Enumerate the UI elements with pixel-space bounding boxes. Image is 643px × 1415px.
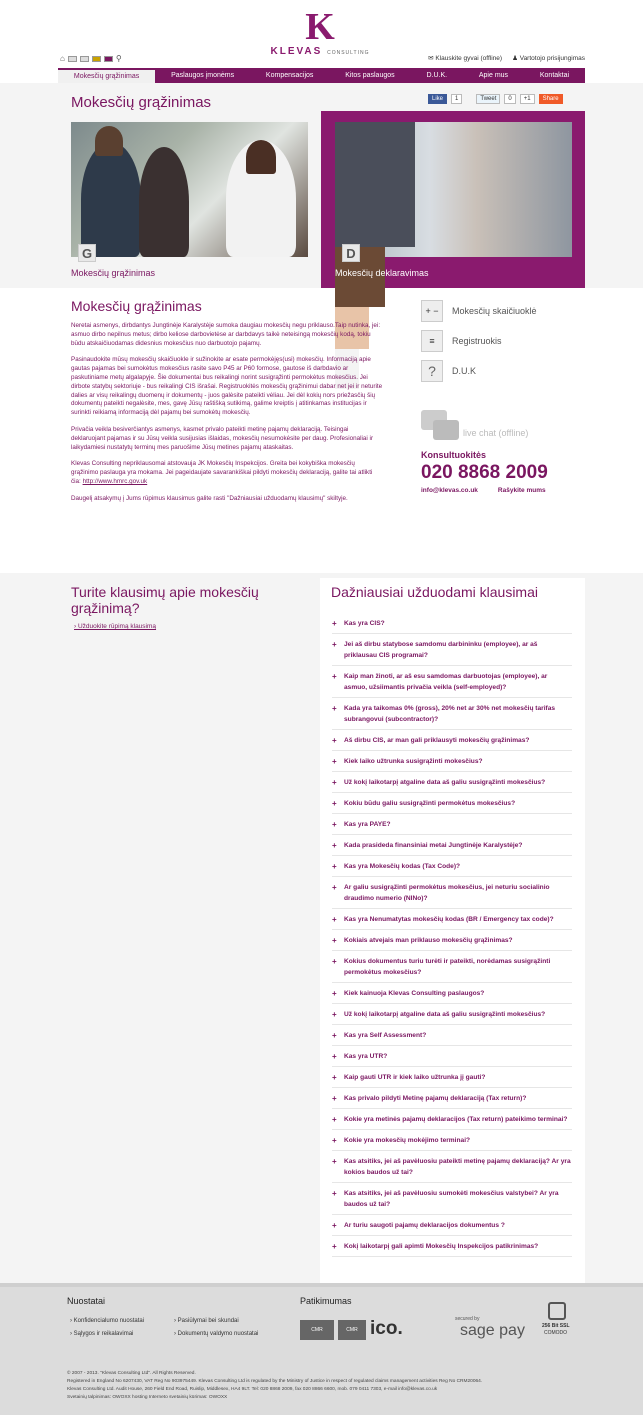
sagepay-logo: sage pay bbox=[460, 1322, 525, 1339]
flag-en-icon[interactable] bbox=[68, 56, 77, 62]
faq-item[interactable] bbox=[332, 666, 572, 698]
faq-item[interactable] bbox=[332, 909, 572, 930]
address-line: Klevas Consulting Ltd. Audit House, 260 Field End Road, Ruislip, Middlesex, HA4 9LT. Tel: 020 8868 2009, fax 020 8866 6600, mob. 079 0411 7303, e-mail info@klevas.co.uk bbox=[67, 1387, 438, 1392]
faq-item[interactable] bbox=[332, 634, 572, 666]
plus-icon: + bbox=[332, 1189, 337, 1198]
footer-link[interactable]: › Sąlygos ir reikalavimai bbox=[70, 1331, 134, 1337]
live-chat-widget[interactable] bbox=[421, 410, 528, 442]
plus-icon: + bbox=[332, 736, 337, 745]
sidebar-item-faq[interactable] bbox=[421, 360, 591, 382]
faq-item[interactable] bbox=[332, 1183, 572, 1215]
faq-item[interactable] bbox=[332, 814, 572, 835]
plus-icon: + bbox=[332, 1157, 337, 1166]
faq-question: Kiek laiko užtrunka susigrąžinti mokesčius? bbox=[344, 758, 483, 765]
feature-photo-declaration[interactable] bbox=[335, 122, 572, 261]
faq-item[interactable] bbox=[332, 793, 572, 814]
live-chat-link[interactable] bbox=[428, 54, 502, 62]
faq-item[interactable] bbox=[332, 1046, 572, 1067]
paragraph-text: Klevas Consulting nepriklausomai atstovauja JK Mokesčių Inspekcijos. Greita bei kokybiška mokesčių grąžinimo paslauga yra mokama. Jei pageidaujate savarankiškai pildyti mokesčių deklaraciją, galite tai atlikti čia: bbox=[71, 460, 373, 485]
gplus-button[interactable]: +1 bbox=[520, 94, 535, 104]
tweet-button[interactable]: Tweet bbox=[476, 94, 500, 104]
faq-question: Kas yra Mokesčių kodas (Tax Code)? bbox=[344, 863, 461, 870]
paragraph: Privačia veikla besiverčiantys asmenys, kasmet privalo pateikti metinę pajamų deklaraciją. Teisingai deklaruojant pajamas ir su Jūsų veikla susijusias išlaidas, mokesčių nesumokėsite per daug. Profesionaliai ir laikydamiesi nustatytų terminų mes paruošime Jūsų metines pajamų ataskaitas. bbox=[71, 425, 374, 451]
questions-title: Turite klausimų apie mokesčių grąžinimą? bbox=[71, 584, 259, 616]
plus-icon: + bbox=[332, 640, 337, 649]
faq-question: Kas yra CIS? bbox=[344, 620, 385, 627]
faq-item[interactable] bbox=[332, 951, 572, 983]
main-nav bbox=[58, 68, 585, 83]
flag-pl-icon[interactable] bbox=[104, 56, 113, 62]
comodo-label: COMODO bbox=[544, 1330, 568, 1336]
nav-item-about[interactable]: Apie mus bbox=[478, 72, 509, 79]
faq-item[interactable] bbox=[332, 1025, 572, 1046]
registration-line: Registered in England No 6207430, VAT Reg No 903975449. Klevas Consulting Ltd is regulated by the Ministry of Justice in respect of regulated claims management activities Reg No CRM20064. bbox=[67, 1379, 483, 1384]
lock-icon bbox=[548, 1302, 566, 1320]
footer-nuostatai-title: Nuostatai bbox=[67, 1296, 106, 1306]
nav-item-contacts[interactable]: Kontaktai bbox=[539, 72, 570, 79]
paragraph bbox=[71, 460, 383, 486]
question-icon: ? bbox=[421, 360, 443, 382]
nav-item-tax-refund[interactable]: Mokesčių grąžinimas bbox=[58, 68, 155, 83]
feature-caption-declaration[interactable]: Mokesčių deklaravimas bbox=[335, 268, 429, 278]
sidebar-item-label: D.U.K bbox=[452, 366, 477, 376]
faq-question: Kas atsitiks, jei aš pavėluosiu pateikti metinę pajamų deklaraciją? Ar yra kokios baudos už tai? bbox=[344, 1158, 571, 1176]
faq-item[interactable] bbox=[332, 1067, 572, 1088]
chat-bubble-icon bbox=[421, 410, 459, 442]
faq-question: Kas atsitiks, jei aš pavėluosiu sumokėti mokesčius valstybei? Ar yra baudos už tai? bbox=[344, 1190, 559, 1208]
email-link[interactable]: info@klevas.co.uk bbox=[421, 487, 478, 494]
plus-icon: + bbox=[332, 1031, 337, 1040]
like-count: 1 bbox=[451, 94, 462, 104]
plus-icon: + bbox=[332, 989, 337, 998]
plus-icon: + bbox=[332, 778, 337, 787]
faq-question: Už kokį laikotarpį atgaline data aš galiu susigrąžinti mokesčius? bbox=[344, 779, 546, 786]
faq-item[interactable] bbox=[332, 613, 572, 634]
nav-item-business[interactable]: Paslaugos įmonėms bbox=[171, 72, 235, 79]
faq-item[interactable] bbox=[332, 698, 572, 730]
plus-icon: + bbox=[332, 820, 337, 829]
faq-item[interactable] bbox=[332, 930, 572, 951]
regulator-logo: CMR bbox=[300, 1320, 334, 1340]
sidebar-item-calculator[interactable] bbox=[421, 300, 591, 322]
faq-list bbox=[332, 613, 572, 1257]
ico-logo: ico. bbox=[370, 1318, 403, 1339]
ask-question-label: Užduokite rūpimą klausimą bbox=[77, 623, 157, 630]
faq-item[interactable] bbox=[332, 1130, 572, 1151]
ssl-label: 256 Bit SSL bbox=[542, 1323, 570, 1329]
plus-icon: + bbox=[332, 799, 337, 808]
faq-item[interactable] bbox=[332, 835, 572, 856]
faq-question: Kokį laikotarpį gali apimti Mokesčių Inspekcijos patikrinimas? bbox=[344, 1243, 539, 1250]
language-bar bbox=[60, 54, 122, 63]
badge-g: G bbox=[78, 244, 96, 262]
sidebar-item-label: Mokesčių skaičiuoklė bbox=[452, 306, 537, 316]
social-buttons bbox=[428, 94, 563, 104]
faq-question: Kokiais atvejais man priklauso mokesčių grąžinimas? bbox=[344, 937, 513, 944]
footer-link-label: Dokumentų valdymo nuostatai bbox=[177, 1331, 259, 1337]
faq-question: Jei aš dirbu statybose samdomu darbininku (employee), ar aš priklausau CIS programai? bbox=[344, 641, 538, 659]
plus-icon: + bbox=[332, 672, 337, 681]
plus-icon: + bbox=[332, 1115, 337, 1124]
faq-item[interactable] bbox=[332, 730, 572, 751]
faq-question: Aš dirbu CIS, ar man gali priklausyti mokesčių grąžinimas? bbox=[344, 737, 530, 744]
faq-question: Kaip man žinoti, ar aš esu samdomas darbuotojas (employee), ar asmuo, užsiimantis privačia veikla (self-employed)? bbox=[344, 673, 548, 691]
login-link-label: Vartotojo prisijungimas bbox=[519, 55, 585, 62]
faq-question: Kada prasideda finansiniai metai Jungtinėje Karalystėje? bbox=[344, 842, 523, 849]
plus-icon: + bbox=[332, 619, 337, 628]
header bbox=[0, 0, 643, 90]
faq-item[interactable] bbox=[332, 751, 572, 772]
faq-question: Kas yra Nenumatytas mokesčių kodas (BR / Emergency tax code)? bbox=[344, 916, 554, 923]
footer-link[interactable]: › Pasiūlymai bei skundai bbox=[174, 1318, 239, 1324]
footer-link-label: Pasiūlymai bei skundai bbox=[177, 1318, 239, 1324]
faq-item[interactable] bbox=[332, 1088, 572, 1109]
chat-icon: ✉ bbox=[428, 55, 436, 62]
write-us-link[interactable]: Rašykite mums bbox=[497, 487, 546, 494]
faq-question: Kas privalo pildyti Metinę pajamų deklaraciją (Tax return)? bbox=[344, 1095, 527, 1102]
home-icon[interactable]: ⌂ bbox=[60, 54, 65, 63]
footer-link-label: Konfidencialumo nuostatai bbox=[73, 1318, 145, 1324]
top-links bbox=[428, 54, 585, 62]
flag-ru-icon[interactable] bbox=[92, 56, 101, 62]
contact-links bbox=[421, 487, 546, 494]
facebook-like-button[interactable]: Like bbox=[428, 94, 447, 104]
faq-item[interactable] bbox=[332, 772, 572, 793]
footer-link[interactable]: › Konfidencialumo nuostatai bbox=[70, 1318, 145, 1324]
footer-trust-title: Patikimumas bbox=[300, 1296, 352, 1306]
user-icon: ♟ bbox=[512, 55, 520, 62]
regulator-logo: CMR bbox=[338, 1320, 366, 1340]
live-chat-status: live chat (offline) bbox=[463, 428, 529, 438]
calculator-icon: + − bbox=[421, 300, 443, 322]
faq-question: Kas yra UTR? bbox=[344, 1053, 388, 1060]
faq-question: Ar galiu susigrąžinti permokėtus mokesčius, jei neturiu socialinio draudimo numerio (NINo)? bbox=[344, 884, 550, 902]
plus-icon: + bbox=[332, 915, 337, 924]
footer-link[interactable]: › Dokumentų valdymo nuostatai bbox=[174, 1331, 259, 1337]
nav-item-other[interactable]: Kitos paslaugos bbox=[345, 72, 395, 79]
logo-mark: K bbox=[305, 6, 335, 48]
plus-icon: + bbox=[332, 1094, 337, 1103]
faq-question: Kaip gauti UTR ir kiek laiko užtrunka jį gauti? bbox=[344, 1074, 486, 1081]
plus-icon: + bbox=[332, 841, 337, 850]
sidebar-item-label: Registruokis bbox=[452, 336, 502, 346]
badge-d: D bbox=[342, 244, 360, 262]
plus-icon: + bbox=[332, 936, 337, 945]
tweet-count: 0 bbox=[504, 94, 515, 104]
faq-title: Dažniausiai užduodami klausimai bbox=[331, 584, 538, 600]
faq-question: Kokius dokumentus turiu turėti ir pateikti, norėdamas susigrąžinti permokėtus mokesčius? bbox=[344, 958, 551, 976]
paragraph: Daugelį atsakymų į Jums rūpimus klausimus galite rasti "Dažniausiai užduodamų klausimų" skiltyje. bbox=[71, 494, 348, 502]
logo-name: KLEVAS bbox=[270, 46, 323, 57]
paragraph: Neretai asmenys, dirbdantys Jungtinėje Karalystėje sumoka daugiau mokesčių negu priklauso.Taip nutinka, jei: asmuo dirbo nepilnus metus; dirbo keliose darbovietėse ar darbdavys taikė neteisingą mokesčių kodą, tokiu būdu atskaičiuodamas didesnius mokesčius nuo darbuotojo pajamų. bbox=[71, 322, 381, 347]
footer-link-label: Sąlygos ir reikalavimai bbox=[73, 1331, 134, 1337]
content-text bbox=[71, 322, 383, 512]
faq-item[interactable] bbox=[332, 1151, 572, 1183]
ask-question-link[interactable]: › Užduokite rūpimą klausimą bbox=[74, 623, 157, 630]
paragraph: Pasinaudokite mūsų mokesčių skaičiuokle ir sužinokite ar esate permokėjęs(usi) mokesčių. Informaciją apie gautas pajamas bei sumokėtus mokesčius rasite savo P45 ar P60 formose, gautose iš darbdavio ar paskutiniame metų algalapyje. Šie dokumentai bus reikalingi norint susigrąžinti permokėtus mokesčius. Jei dirbote statybų sektoriuje - bus reikalingi CIS išrašai. Registruokitės mokesčių grąžinimui dabar net jei ir neturite dalies ar visų reikalingų duomenų ir dokumentų - juos galėsite pateikti vėliau. Jei dėl kokių nors priežasčių šių dokumentų pateikti negalėsite, mes, gavę Jūsų raštišką sutikimą, galime kreiptis į atitinkamas institucijas ir surinkti reikiamą informaciją dėl pajamų bei sumokėtų mokesčių. bbox=[71, 356, 383, 417]
plus-icon: + bbox=[332, 883, 337, 892]
faq-item[interactable] bbox=[332, 983, 572, 1004]
sagepay-tagline: secured by bbox=[455, 1316, 480, 1322]
faq-question: Kas yra PAYE? bbox=[344, 821, 391, 828]
logo[interactable] bbox=[270, 8, 370, 64]
plus-icon: + bbox=[332, 1221, 337, 1230]
faq-item[interactable] bbox=[332, 1004, 572, 1025]
feature-photo-refund[interactable] bbox=[71, 122, 308, 261]
plus-icon: + bbox=[332, 957, 337, 966]
plus-icon: + bbox=[332, 1136, 337, 1145]
credits-line: Svetainių talpinimas: OWOXX hosting Interneto svetainių kūrimas: OWOXX bbox=[67, 1395, 228, 1400]
copyright bbox=[67, 1370, 587, 1402]
phone-number: 020 8868 2009 bbox=[421, 462, 548, 483]
login-link[interactable] bbox=[512, 54, 585, 62]
flag-lt-icon[interactable] bbox=[80, 56, 89, 62]
plus-icon: + bbox=[332, 1242, 337, 1251]
sidebar bbox=[421, 300, 591, 390]
plus-icon: + bbox=[332, 1010, 337, 1019]
faq-question: Kokiu būdu galiu susigrąžinti permokėtus mokesčius? bbox=[344, 800, 516, 807]
page-title: Mokesčių grąžinimas bbox=[71, 94, 212, 111]
copyright-line: © 2007 - 2013. "Klevas Consulting Ltd". All Rights Reserved. bbox=[67, 1371, 196, 1376]
share-button[interactable]: Share bbox=[539, 94, 563, 104]
faq-item[interactable] bbox=[332, 1215, 572, 1236]
plus-icon: + bbox=[332, 757, 337, 766]
consult-label: Konsultuokitės bbox=[421, 450, 487, 460]
sidebar-item-register[interactable] bbox=[421, 330, 591, 352]
hmrc-link[interactable]: http://www.hmrc.gov.uk bbox=[82, 477, 148, 485]
plus-icon: + bbox=[332, 704, 337, 713]
faq-item[interactable] bbox=[332, 877, 572, 909]
nav-item-faq[interactable]: D.U.K. bbox=[426, 72, 448, 79]
faq-question: Kada yra taikomas 0% (gross), 20% net ar 30% net mokesčių tarifas subrangovui (subcontractor)? bbox=[344, 705, 556, 723]
logo-sub: CONSULTING bbox=[327, 50, 370, 56]
faq-question: Kiek kainuoja Klevas Consulting paslaugos? bbox=[344, 990, 485, 997]
faq-question: Už kokį laikotarpį atgaline data aš galiu susigrąžinti mokesčius? bbox=[344, 1011, 546, 1018]
register-icon: ≡ bbox=[421, 330, 443, 352]
feature-caption-refund[interactable]: Mokesčių grąžinimas bbox=[71, 268, 156, 278]
faq-item[interactable] bbox=[332, 1236, 572, 1257]
plus-icon: + bbox=[332, 1052, 337, 1061]
content-title: Mokesčių grąžinimas bbox=[71, 298, 202, 314]
faq-question: Kas yra Self Assessment? bbox=[344, 1032, 427, 1039]
nav-item-compensation[interactable]: Kompensacijos bbox=[265, 72, 314, 79]
chat-link-label: Klauskite gyvai (offline) bbox=[435, 55, 503, 62]
plus-icon: + bbox=[332, 862, 337, 871]
faq-item[interactable] bbox=[332, 856, 572, 877]
faq-question: Kokie yra metinės pajamų deklaracijos (Tax return) pateikimo terminai? bbox=[344, 1116, 568, 1123]
sitemap-icon[interactable]: ⚲ bbox=[115, 54, 122, 63]
faq-question: Ar turiu saugoti pajamų deklaracijos dokumentus ? bbox=[344, 1222, 505, 1229]
plus-icon: + bbox=[332, 1073, 337, 1082]
faq-item[interactable] bbox=[332, 1109, 572, 1130]
faq-question: Kokie yra mokesčių mokėjimo terminai? bbox=[344, 1137, 471, 1144]
